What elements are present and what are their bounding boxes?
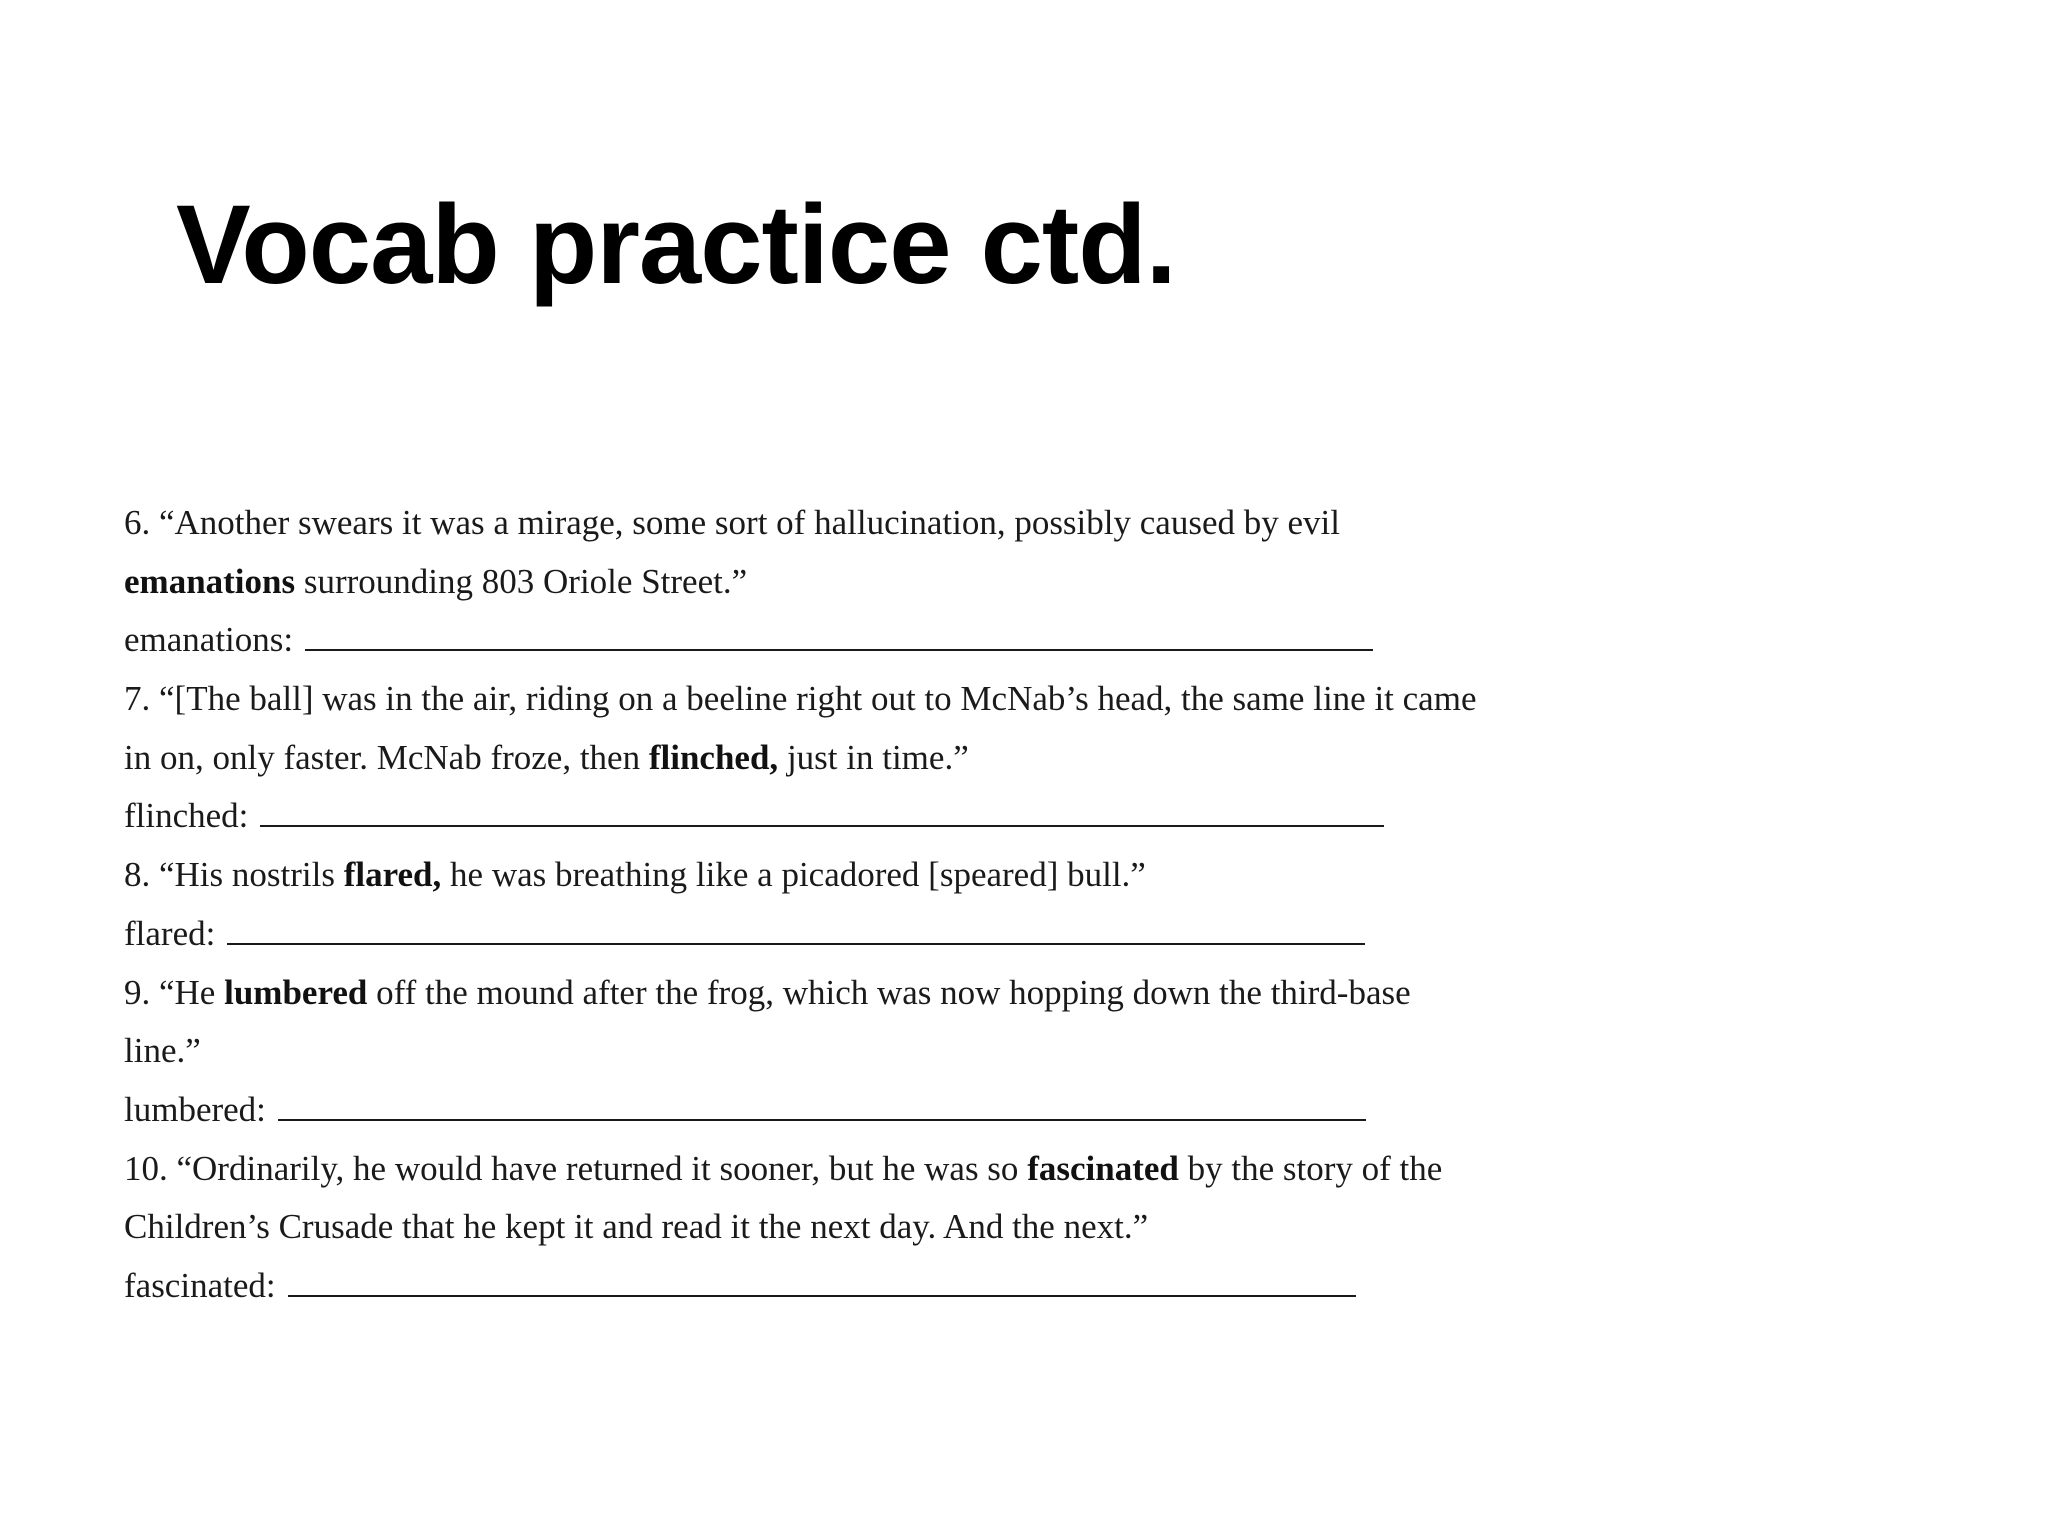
question-9-text: 9. “He [124, 972, 225, 1012]
question-6-text: 6. “Another swears it was a mirage, some sort of hallucination, possibly caused by evil [124, 503, 1340, 542]
question-6-line-2 [124, 553, 1624, 612]
question-10-text-line-2: Children’s Crusade that he kept it and read it the next day. And the next.” [124, 1207, 1149, 1247]
answer-8-blank[interactable] [227, 907, 1365, 945]
answer-7-blank[interactable] [260, 789, 1384, 827]
vocab-word-flared: flared, [343, 855, 442, 895]
question-8-text: 8. “His nostrils [124, 855, 344, 895]
question-10-line-2 [124, 1198, 1624, 1257]
answer-10-label: fascinated: [124, 1265, 276, 1305]
answer-8-label: flared: [124, 913, 216, 953]
question-6-line-1 [124, 494, 1624, 553]
question-8-line-1 [124, 846, 1624, 905]
question-7-line-2 [124, 729, 1624, 788]
answer-7-row [124, 787, 1624, 846]
vocab-word-fascinated: fascinated [1027, 1148, 1179, 1188]
question-10-line-1 [124, 1140, 1624, 1199]
question-9-text-end: off the mound after the frog, which was now hopping down the third-base [367, 972, 1411, 1012]
answer-7-label: flinched: [124, 796, 249, 836]
question-8-text-end: he was breathing like a picadored [speared] bull.” [441, 855, 1146, 895]
answer-10-blank[interactable] [288, 1259, 1356, 1297]
answer-10-row [124, 1257, 1624, 1316]
question-10-text-end: by the story of the [1178, 1148, 1443, 1188]
vocab-word-flinched: flinched, [648, 737, 779, 777]
answer-9-blank[interactable] [278, 1083, 1366, 1121]
answer-9-label: lumbered: [124, 1089, 266, 1129]
question-9-line-1 [124, 964, 1624, 1023]
question-7-line-1 [124, 670, 1624, 729]
vocab-word-lumbered: lumbered [224, 972, 368, 1012]
question-7-text: 7. “[The ball] was in the air, riding on a beeline right out to McNab’s head, the same line it came [124, 679, 1477, 719]
answer-6-row [124, 611, 1624, 670]
question-10-text: 10. “Ordinarily, he would have returned it sooner, but he was so [124, 1148, 1028, 1188]
question-7-text-mid: in on, only faster. McNab froze, then [124, 737, 649, 777]
vocab-body [124, 494, 1624, 1316]
vocab-word-emanations: emanations [124, 561, 296, 601]
answer-6-label: emanations: [124, 620, 294, 660]
answer-9-row [124, 1081, 1624, 1140]
question-6-text-end: surrounding 803 Oriole Street.” [295, 561, 748, 601]
question-9-line-2 [124, 1022, 1624, 1081]
question-9-text-line-2: line.” [124, 1031, 201, 1071]
answer-6-blank[interactable] [305, 613, 1373, 651]
answer-8-row [124, 905, 1624, 964]
slide-title: Vocab practice ctd. [176, 182, 1176, 307]
question-7-text-end: just in time.” [778, 737, 969, 777]
